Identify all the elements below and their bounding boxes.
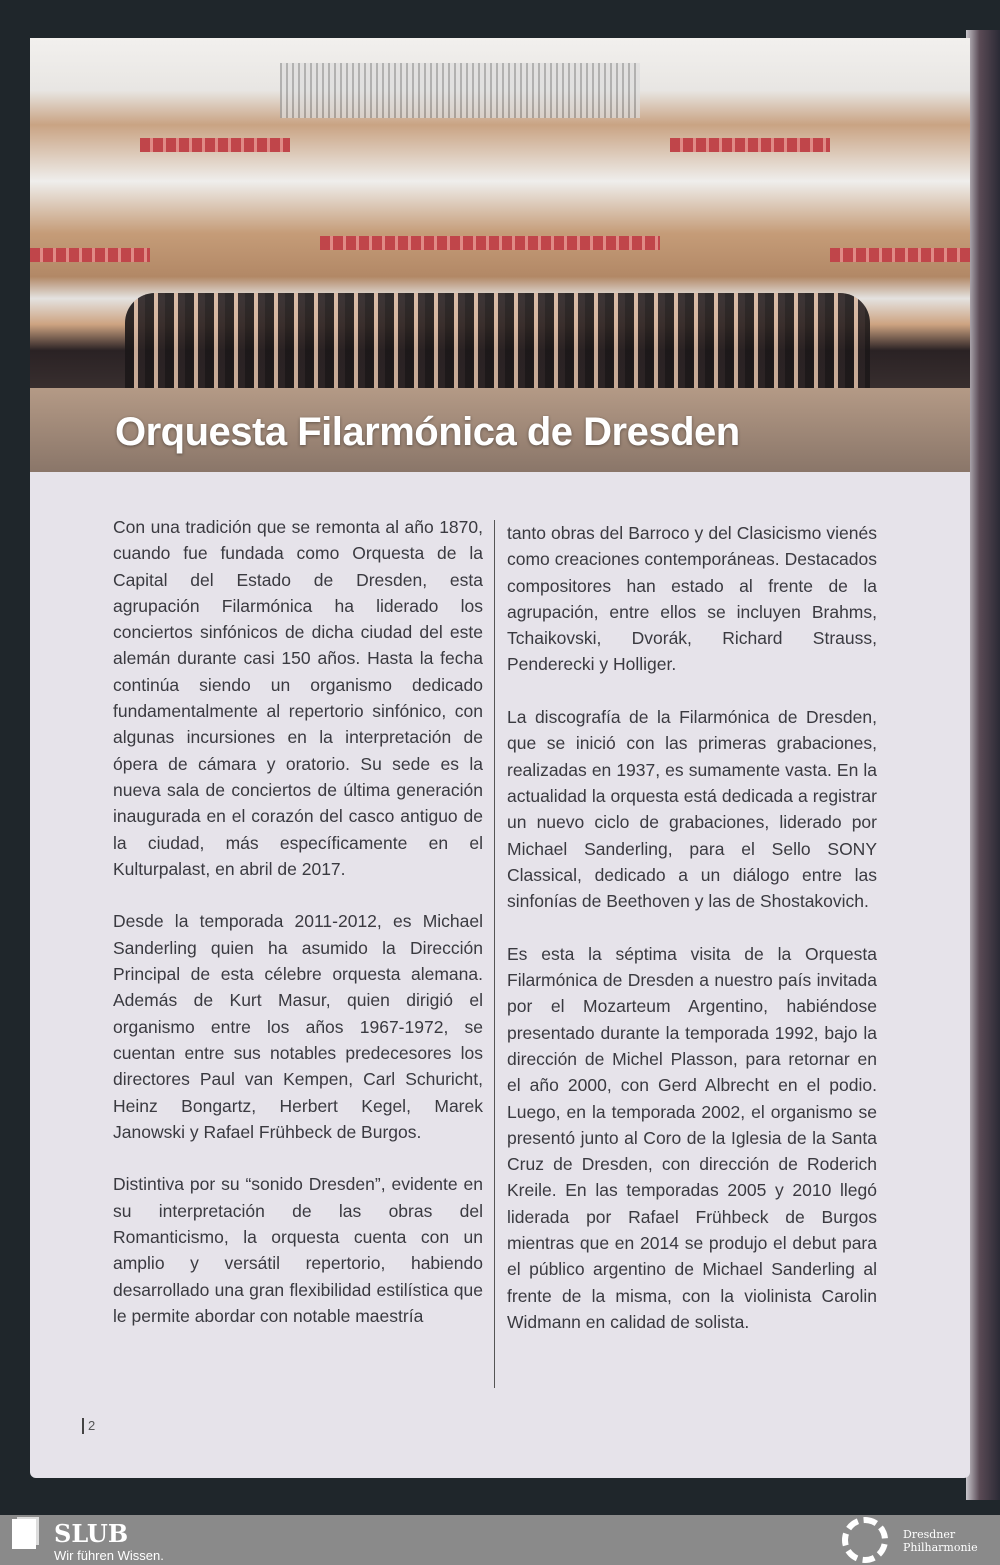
- philharmonie-sunburst-icon: [842, 1517, 888, 1563]
- paragraph: La discografía de la Filarmónica de Dresden, que se inició con las primeras grabaciones, realizadas en 1937, es sumamente vasta. En la actualidad la orquesta está dedicada a registrar un nuevo ciclo de grabaciones, liderado por Michael Sanderling, para el Sello SONY Classical, dedicado a un diálogo entre las sinfonías de Beethoven y las de Shostakovich.: [507, 707, 877, 912]
- slub-logo[interactable]: SLUB: [54, 1519, 129, 1548]
- right-column: [507, 520, 877, 1362]
- partner-name-line1: Dresdner: [903, 1528, 956, 1541]
- footer-bar: [0, 1515, 1000, 1565]
- balcony-seats: [140, 138, 290, 152]
- paragraph: Es esta la séptima visita de la Orquesta Filarmónica de Dresden a nuestro país invitada por el Mozarteum Argentino, habiéndose presentado durante la temporada 1992, bajo la dirección de Michel Plasson, para retornar en el año 2000, con Gerd Albrecht en el podio. Luego, en la temporada 2002, el organismo se presentó junto al Coro de la Iglesia de la Santa Cruz de Dresden, con dirección de Roderich Kreile. En las temporadas 2005 y 2010 llegó liderada por Rafael Frühbeck de Burgos mientras que en 2014 se produjo el debut para el público argentino de Michael Sanderling al frente de la misma, con la violinista Carolin Widmann en calidad de solista.: [507, 943, 877, 1332]
- balcony-seats: [670, 138, 830, 152]
- orchestra-members: [125, 293, 870, 388]
- slub-book-icon: [12, 1519, 36, 1549]
- partner-name-line2: Philharmonie: [903, 1541, 978, 1554]
- column-divider: [494, 520, 495, 1388]
- slub-tagline: Wir führen Wissen.: [54, 1548, 164, 1563]
- balcony-seats: [830, 248, 970, 262]
- balcony-seats: [30, 248, 150, 262]
- balcony-seats: [320, 236, 660, 250]
- paragraph: Distintiva por su “sonido Dresden”, evidente en su interpretación de las obras del Romanticismo, la orquesta cuenta con un amplio y versátil repertorio, habiendo desarrollado una gran flexibilidad estilística que le permite abordar con notable maestría: [113, 1174, 483, 1326]
- facing-page-edge: [966, 30, 1000, 1500]
- left-column: [113, 514, 483, 1356]
- page-title: Orquesta Filarmónica de Dresden: [115, 410, 740, 454]
- orchestra-photo: [30, 38, 970, 472]
- paragraph: tanto obras del Barroco y del Clasicismo vienés como creaciones contemporáneas. Destacados compositores han estado al frente de la agrupación, entre ellos se incluyen Brahms, Tchaikovski, Dvorák, Richard Strauss, Penderecki y Holliger.: [507, 523, 877, 675]
- page-number: 2: [82, 1418, 95, 1434]
- paragraph: Con una tradición que se remonta al año 1870, cuando fue fundada como Orquesta de la Capital del Estado de Dresden, esta agrupación Filarmónica ha liderado los conciertos sinfónicos de dicha ciudad del este alemán durante casi 150 años. Hasta la fecha continúa siendo un organismo dedicado fundamentalmente al repertorio sinfónico, con algunas incursiones en la interpretación de ópera de cámara y oratorio. Su sede es la nueva sala de conciertos de última generación inaugurada en el corazón del casco antiguo de la ciudad, más específicamente en el Kulturpalast, en abril de 2017.: [113, 517, 483, 879]
- organ-pipes: [280, 63, 640, 118]
- paragraph: Desde la temporada 2011-2012, es Michael Sanderling quien ha asumido la Dirección Principal de esta célebre orquesta alemana. Además de Kurt Masur, quien dirigió el organismo entre los años 1967-1972, se cuentan entre sus notables predecesores los directores Paul van Kempen, Carl Schuricht, Heinz Bongartz, Herbert Kegel, Marek Janowski y Rafael Frühbeck de Burgos.: [113, 911, 483, 1142]
- partner-logo[interactable]: [903, 1528, 978, 1554]
